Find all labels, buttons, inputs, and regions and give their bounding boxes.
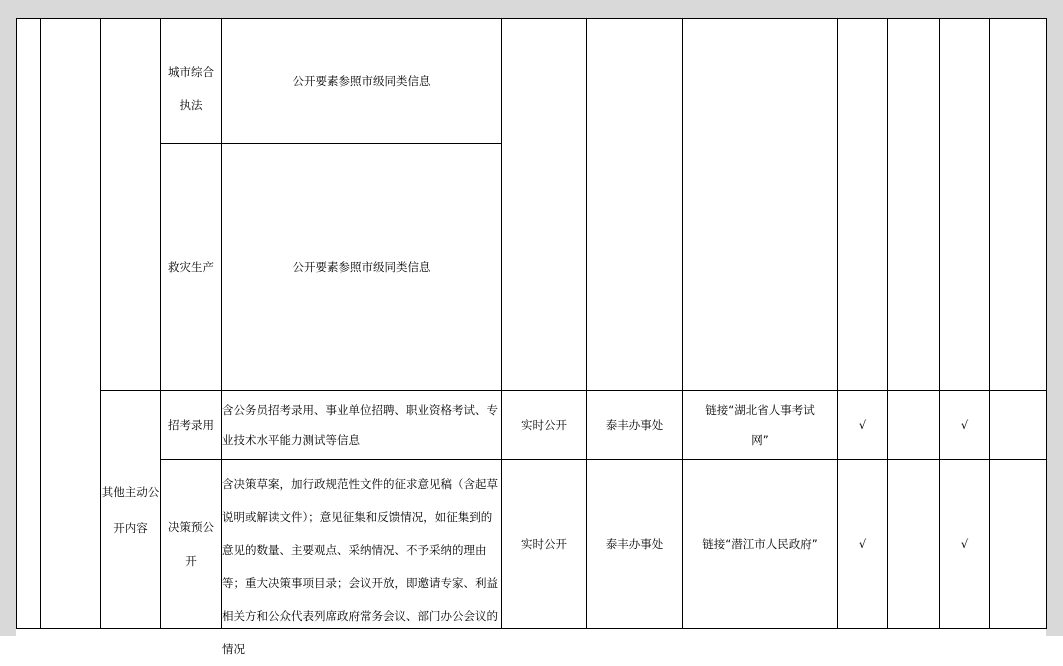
- check-cell: [940, 391, 989, 459]
- check-mark: √: [960, 537, 969, 551]
- content-cell: [222, 19, 501, 143]
- channel-cell: [683, 460, 837, 628]
- timing-cell: [502, 460, 586, 628]
- top-edge: [0, 0, 1063, 18]
- channel-cell: [683, 391, 837, 459]
- department-text: 泰丰办事处: [605, 537, 664, 551]
- column-divider: [887, 18, 888, 629]
- check-mark: √: [858, 418, 867, 432]
- category-cell: [161, 460, 221, 628]
- content-text: 含决策草案，加行政规范性文件的征求意见稿（含起草说明或解读文件）；意见征集和反馈情况，如征集到的意见的数量、主要观点、采纳情况、不予采纳的理由等；重大决策事项目录；会议开放，即邀请专家、利益相关方和公众代表列席政府常务会议、部门办公会议的情况: [222, 477, 498, 656]
- category-label: 城市综合执法: [168, 65, 214, 112]
- department-cell: [587, 460, 682, 628]
- timing-text: 实时公开: [521, 418, 567, 432]
- content-cell: [222, 144, 501, 390]
- content-cell: [222, 460, 501, 656]
- content-text: 公开要素参照市级同类信息: [292, 74, 431, 88]
- check-cell: [940, 460, 989, 628]
- group-title-cell: [101, 391, 160, 628]
- content-text: 公开要素参照市级同类信息: [292, 260, 431, 274]
- check-cell: [838, 391, 887, 459]
- column-divider: [989, 18, 990, 629]
- check-mark: √: [858, 537, 867, 551]
- column-divider: [40, 18, 41, 629]
- timing-cell: [502, 391, 586, 459]
- department-cell: [587, 391, 682, 459]
- check-mark: √: [960, 418, 969, 432]
- channel-text: 链接“湖北省人事考试网”: [705, 403, 815, 447]
- group-title: 其他主动公开内容: [101, 484, 160, 535]
- table-bottom-border: [16, 628, 1047, 629]
- right-edge: [1046, 0, 1063, 636]
- table-top-border: [16, 18, 1047, 19]
- category-label: 招考录用: [168, 418, 214, 432]
- channel-text: 链接“潜江市人民政府”: [702, 537, 818, 551]
- category-label: 救灾生产: [168, 260, 214, 274]
- content-cell: [222, 391, 501, 459]
- content-text: 含公务员招考录用、事业单位招聘、职业资格考试、专业技术水平能力测试等信息: [222, 403, 498, 447]
- left-edge: [0, 0, 16, 636]
- category-cell: [161, 144, 221, 390]
- department-text: 泰丰办事处: [605, 418, 664, 432]
- timing-text: 实时公开: [521, 537, 567, 551]
- column-divider: [16, 18, 17, 629]
- category-cell: [161, 56, 221, 122]
- column-divider: [1046, 18, 1047, 629]
- category-cell: [161, 391, 221, 459]
- check-cell: [838, 460, 887, 628]
- category-label: 决策预公开: [168, 520, 214, 568]
